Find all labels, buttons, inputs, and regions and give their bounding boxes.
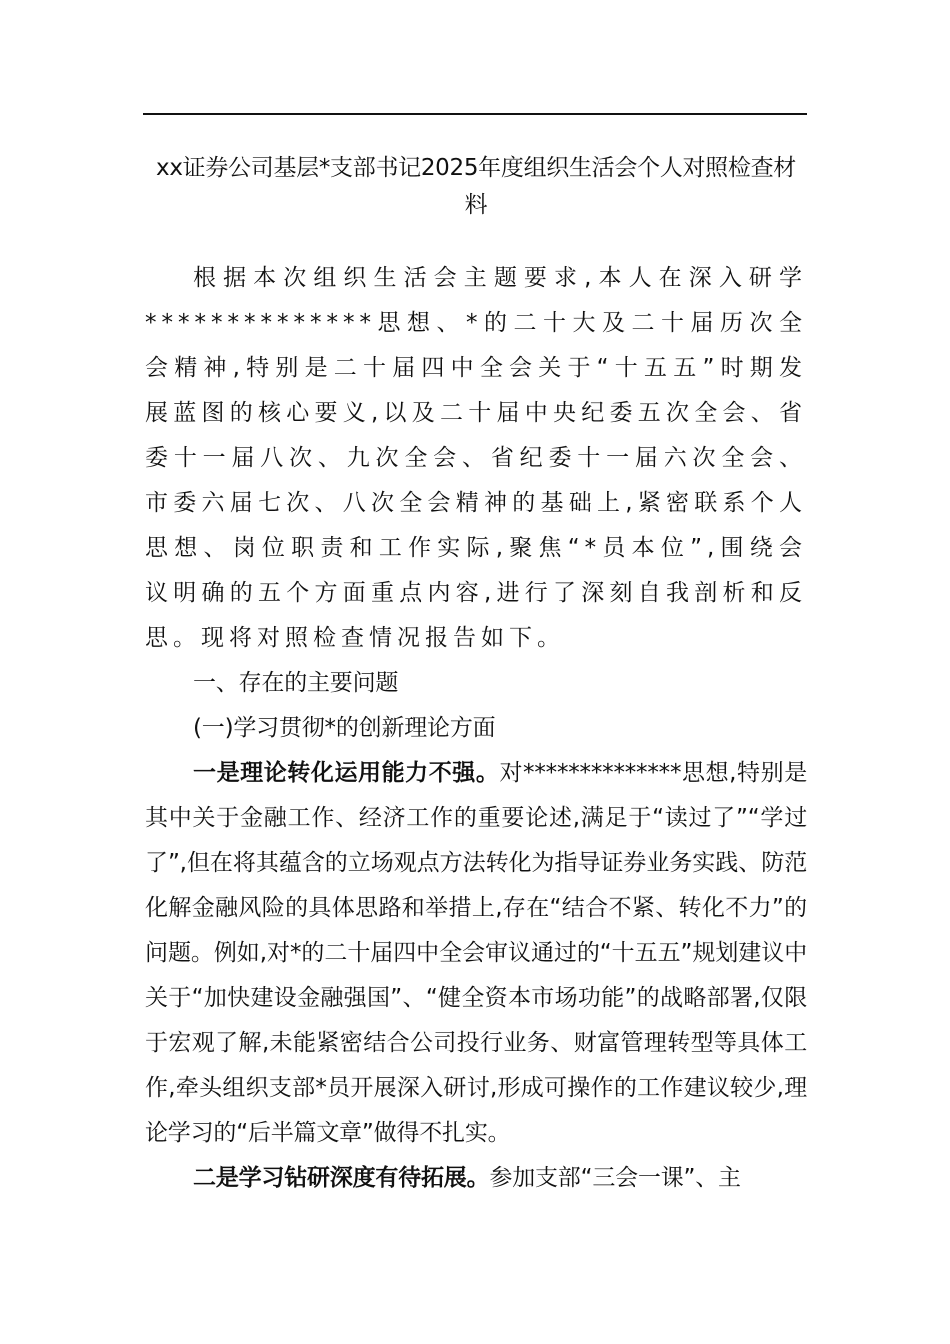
point-lead-2: 二是学习钻研深度有待拓展。: [193, 1165, 490, 1191]
subsection-heading: (一)学习贯彻*的创新理论方面: [193, 715, 496, 741]
point-text-1: 对**************思想,特别是其中关于金融工作、经济工作的重要论述,满足于“读过了”“学过了”,但在将其蕴含的立场观点方法转化为指导证券业务实践、防范化解金融风险的具体思路和举措上,存在“结合不紧、转化不力”的问题。例如,对*的二十届四中全会审议通过的“十五五”规划建议中关于“加快建设金融强国”、“健全资本市场功能”的战略部署,仅限于宏观了解,未能紧密结合公司投行业务、财富管理转型等具体工作,牵头组织支部*员开展深入研讨,形成可操作的工作建议较少,理论学习的“后半篇文章”做得不扎实。: [145, 760, 807, 1146]
intro-paragraph: 根据本次组织生活会主题要求,本人在深入研学**************思想、*的二十大及二十届历次全会精神,特别是二十届四中全会关于“十五五”时期发展蓝图的核心要义,以及二十届中央纪委五次全会、省委十一届八次、九次全会、省纪委十一届六次全会、市委六届七次、八次全会精神的基础上,紧密联系个人思想、岗位职责和工作实际,聚焦“*员本位”,围绕会议明确的五个方面重点内容,进行了深刻自我剖析和反思。现将对照检查情况报告如下。: [145, 265, 807, 651]
point-paragraph-2: [145, 1156, 807, 1201]
document-body: [145, 256, 807, 1201]
point-paragraph-1: [145, 751, 807, 1156]
header-rule: [143, 113, 807, 115]
point-text-2: 参加支部“三会一课”、主: [489, 1165, 741, 1191]
document-title: xx证券公司基层*支部书记2025年度组织生活会个人对照检查材料: [156, 155, 796, 218]
section-heading: 一、存在的主要问题: [193, 670, 399, 696]
point-lead-1: 一是理论转化运用能力不强。: [193, 760, 500, 786]
